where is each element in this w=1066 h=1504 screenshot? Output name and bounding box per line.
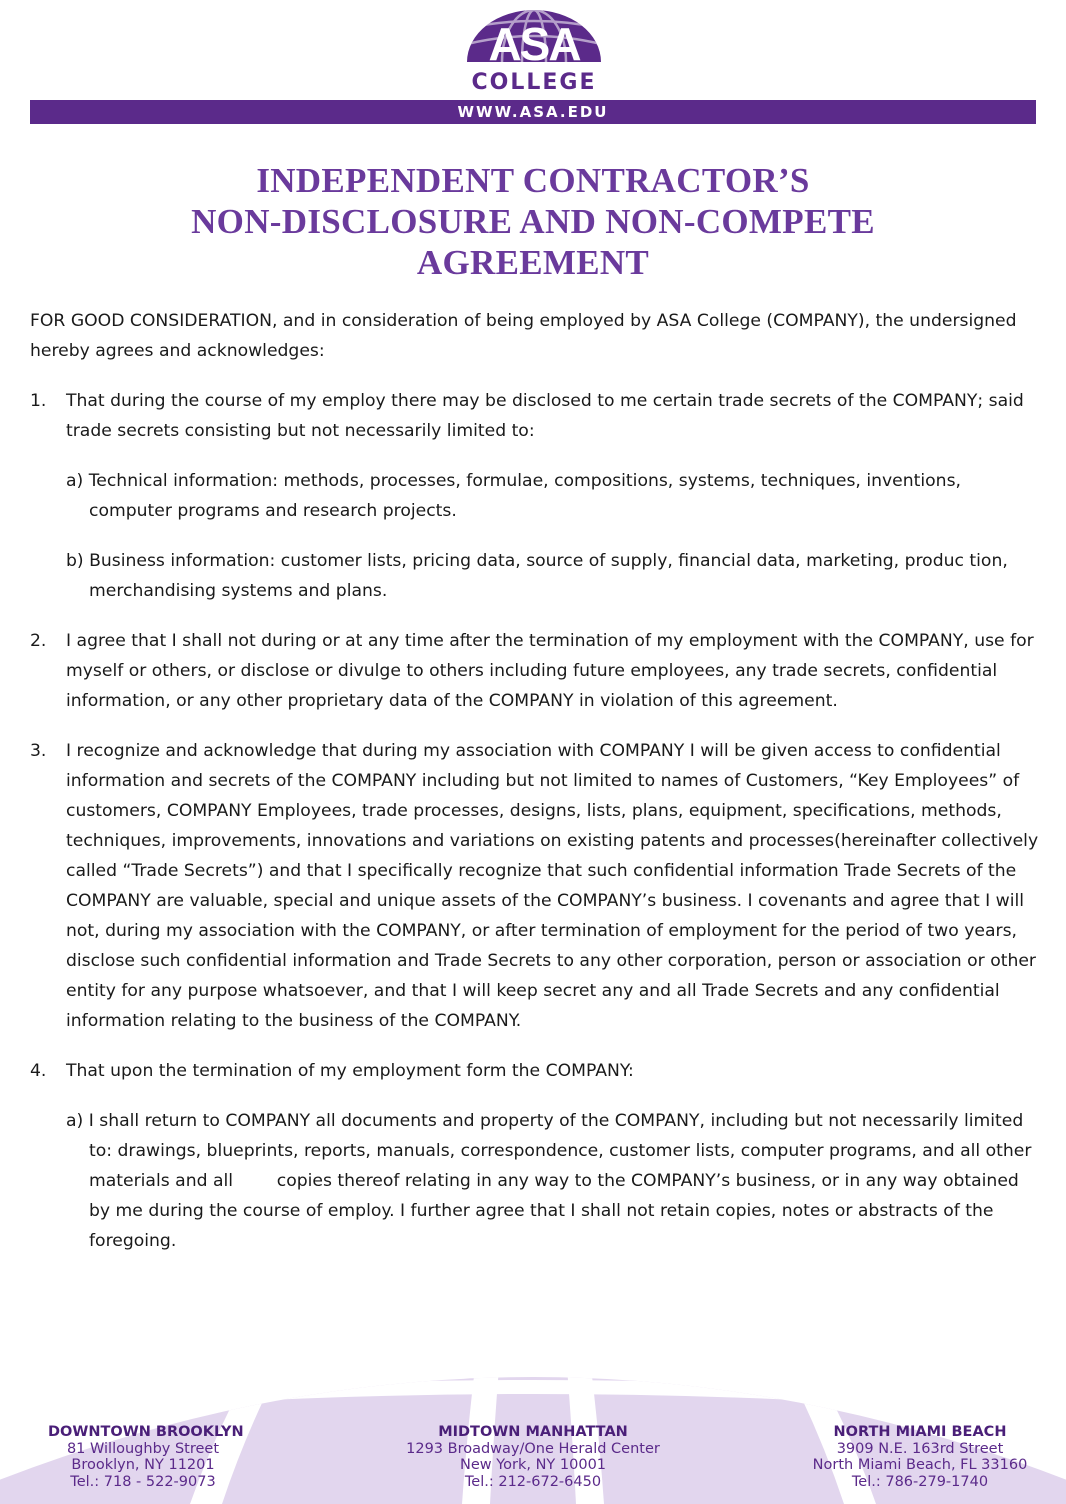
subclause-text: b) Business information: customer lists, pricing data, source of supply, financial data, marketing, produc tion, merchandising systems and plans.	[66, 551, 1008, 601]
clause-number: 1.	[30, 391, 47, 411]
clause-4	[30, 1056, 1045, 1086]
office-north-miami-beach	[800, 1424, 1040, 1490]
subclause-text: a) Technical information: methods, processes, formulae, compositions, systems, techniques, inventions, computer programs and research projects.	[66, 471, 961, 521]
office-name: NORTH MIAMI BEACH	[833, 1424, 1007, 1440]
office-phone[interactable]: Tel.: 212-672-6450	[464, 1473, 602, 1490]
office-city-line: Brooklyn, NY 11201	[71, 1457, 215, 1473]
office-address-line: 1293 Broadway/One Herald Center	[406, 1440, 660, 1457]
agreement-body	[30, 306, 1045, 1276]
subclause-text: a) I shall return to COMPANY all documents and property of the COMPANY, including but not necessarily limited to: drawings, blueprints, reports, manuals, correspondence, customer lists, computer programs, and all other materials and all copies thereof relating in any way to the COMPANY’s business, or in any way obtained by me during the course of employ. I further agree that I shall not retain copies, notes or abstracts of the foregoing.	[66, 1111, 1037, 1251]
asa-college-logo	[461, 6, 607, 92]
clause-4a	[30, 1106, 1045, 1256]
office-downtown-brooklyn	[48, 1424, 244, 1490]
office-phone[interactable]: Tel.: 718 - 522-9073	[70, 1473, 216, 1490]
intro-paragraph: FOR GOOD CONSIDERATION, and in consideration of being employed by ASA College (COMPANY), the undersigned hereby agrees and acknowledges:	[30, 311, 1017, 361]
clause-3	[30, 736, 1045, 1036]
website-url[interactable]: WWW.ASA.EDU	[457, 103, 609, 121]
page-title	[100, 160, 966, 283]
globe-logo-icon	[461, 6, 607, 92]
clause-text: I agree that I shall not during or at any time after the termination of my employment with the COMPANY, use for myself or others, or disclose or divulge to others including future employees, any trade secrets, confidential information, or any other proprietary data of the COMPANY in violation of this agreement.	[66, 631, 1034, 711]
website-bar	[30, 100, 1036, 124]
clause-1b	[30, 546, 1045, 606]
office-locations	[0, 1424, 1066, 1504]
clause-text: That during the course of my employ there may be disclosed to me certain trade secrets of the COMPANY; said trade secrets consisting but not necessarily limited to:	[66, 391, 1024, 441]
office-name: DOWNTOWN BROOKLYN	[48, 1424, 244, 1440]
svg-text:ASA: ASA	[488, 18, 580, 70]
clause-number: 2.	[30, 631, 47, 651]
title-line-2: NON-DISCLOSURE AND NON-COMPETE	[191, 202, 875, 241]
title-line-3: AGREEMENT	[416, 243, 650, 282]
clause-1	[30, 386, 1045, 446]
clause-text: That upon the termination of my employment form the COMPANY:	[66, 1061, 634, 1081]
office-address-line: 3909 N.E. 163rd Street	[836, 1440, 1004, 1457]
office-city-line: North Miami Beach, FL 33160	[812, 1457, 1028, 1473]
clause-1a	[30, 466, 1045, 526]
clause-text: I recognize and acknowledge that during my association with COMPANY I will be given access to confidential information and secrets of the COMPANY including but not limited to names of Customers, “Key Employees” of customers, COMPANY Employees, trade processes, designs, lists, plans, equipment, specifications, methods, techniques, improvements, innovations and variations on existing patents and processes(hereinafter collectively called “Trade Secrets”) and that I specifically recognize that such confidential information Trade Secrets of the COMPANY are valuable, special and unique assets of the COMPANY’s business. I covenants and agree that I will not, during my association with the COMPANY, or after termination of employment for the period of two years, disclose such confidential information and Trade Secrets to any other corporation, person or association or other entity for any purpose whatsoever, and that I will keep secret any and all Trade Secrets and any confidential information relating to the business of the COMPANY.	[66, 741, 1039, 1031]
clause-number: 3.	[30, 741, 47, 761]
office-address-line: 81 Willoughby Street	[66, 1440, 220, 1457]
title-line-1: INDEPENDENT CONTRACTOR’S	[256, 161, 810, 200]
office-city-line: New York, NY 10001	[459, 1457, 607, 1473]
clause-2	[30, 626, 1045, 716]
office-phone[interactable]: Tel.: 786-279-1740	[851, 1473, 989, 1490]
office-midtown-manhattan	[383, 1424, 683, 1490]
clause-number: 4.	[30, 1061, 47, 1081]
office-name: MIDTOWN MANHATTAN	[438, 1424, 628, 1440]
svg-text:COLLEGE: COLLEGE	[471, 70, 597, 92]
